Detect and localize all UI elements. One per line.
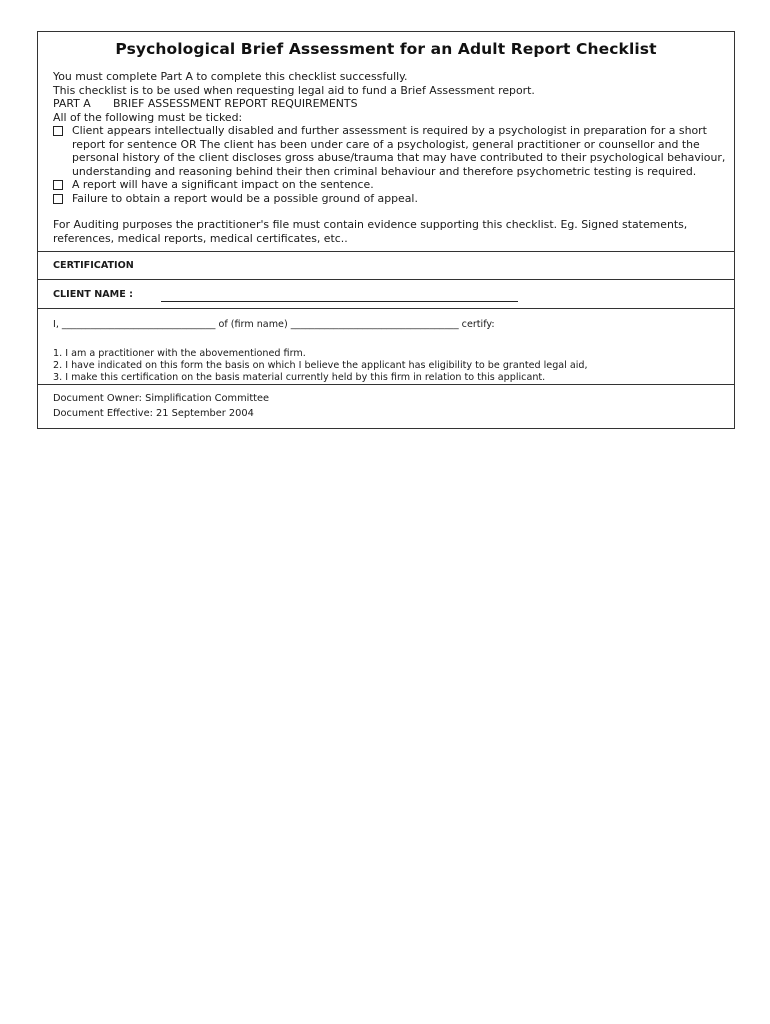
certify-item: 1. I am a practitioner with the abovementioned firm.: [53, 348, 306, 359]
certify-statement: I, ________________________________ of (firm name) ___________________________________ certify:: [53, 319, 495, 330]
certify-section: [38, 308, 734, 384]
intro-line: You must complete Part A to complete this checklist successfully.: [53, 70, 408, 83]
auditing-note: For Auditing purposes the practitioner's file must contain evidence supporting this checklist. Eg. Signed statements, references, medical reports, medical certificates, etc..: [53, 218, 688, 245]
checklist-item: [53, 124, 726, 178]
certification-heading: CERTIFICATION: [38, 251, 734, 279]
document-title: Psychological Brief Assessment for an Adult Report Checklist: [115, 40, 657, 58]
client-name-field[interactable]: [161, 289, 518, 302]
checklist-item-text: A report will have a significant impact on the sentence.: [72, 178, 374, 191]
checkbox[interactable]: [53, 126, 63, 136]
checklist-item-text: Client appears intellectually disabled and further assessment is required by a psychologist in preparation for a short report for sentence OR The client has been under care of a psychologist, general practitioner or counsellor and the personal history of the client discloses gross abuse/trauma that may have contributed to their psychological behaviour, understanding and reasoning behind their then criminal behaviour and therefore psychometric testing is required.: [72, 124, 726, 178]
client-name-label: CLIENT NAME :: [53, 288, 133, 300]
document-effective: Document Effective: 21 September 2004: [53, 407, 254, 419]
checklist-form: [37, 31, 735, 429]
client-name-row: [38, 279, 734, 308]
checklist-item: [53, 192, 726, 206]
intro-line: This checklist is to be used when requesting legal aid to fund a Brief Assessment report.: [53, 83, 535, 97]
certify-item: 2. I have indicated on this form the basis on which I believe the applicant has eligibility to be granted legal aid,: [53, 360, 588, 371]
part-a-heading: [53, 97, 726, 111]
tick-instruction: All of the following must be ticked:: [53, 110, 243, 124]
checklist-item-text: Failure to obtain a report would be a possible ground of appeal.: [72, 191, 418, 205]
part-label: PART A: [53, 97, 91, 110]
part-a-section: [38, 58, 734, 251]
checkbox[interactable]: [53, 194, 63, 204]
document-footer: [38, 384, 734, 428]
certify-item: 3. I make this certification on the basis material currently held by this firm in relation to this applicant.: [53, 372, 546, 383]
checkbox[interactable]: [53, 180, 63, 190]
checklist-item: [53, 178, 726, 192]
document-owner: Document Owner: Simplification Committee: [53, 393, 270, 404]
part-heading: BRIEF ASSESSMENT REPORT REQUIREMENTS: [113, 97, 358, 110]
